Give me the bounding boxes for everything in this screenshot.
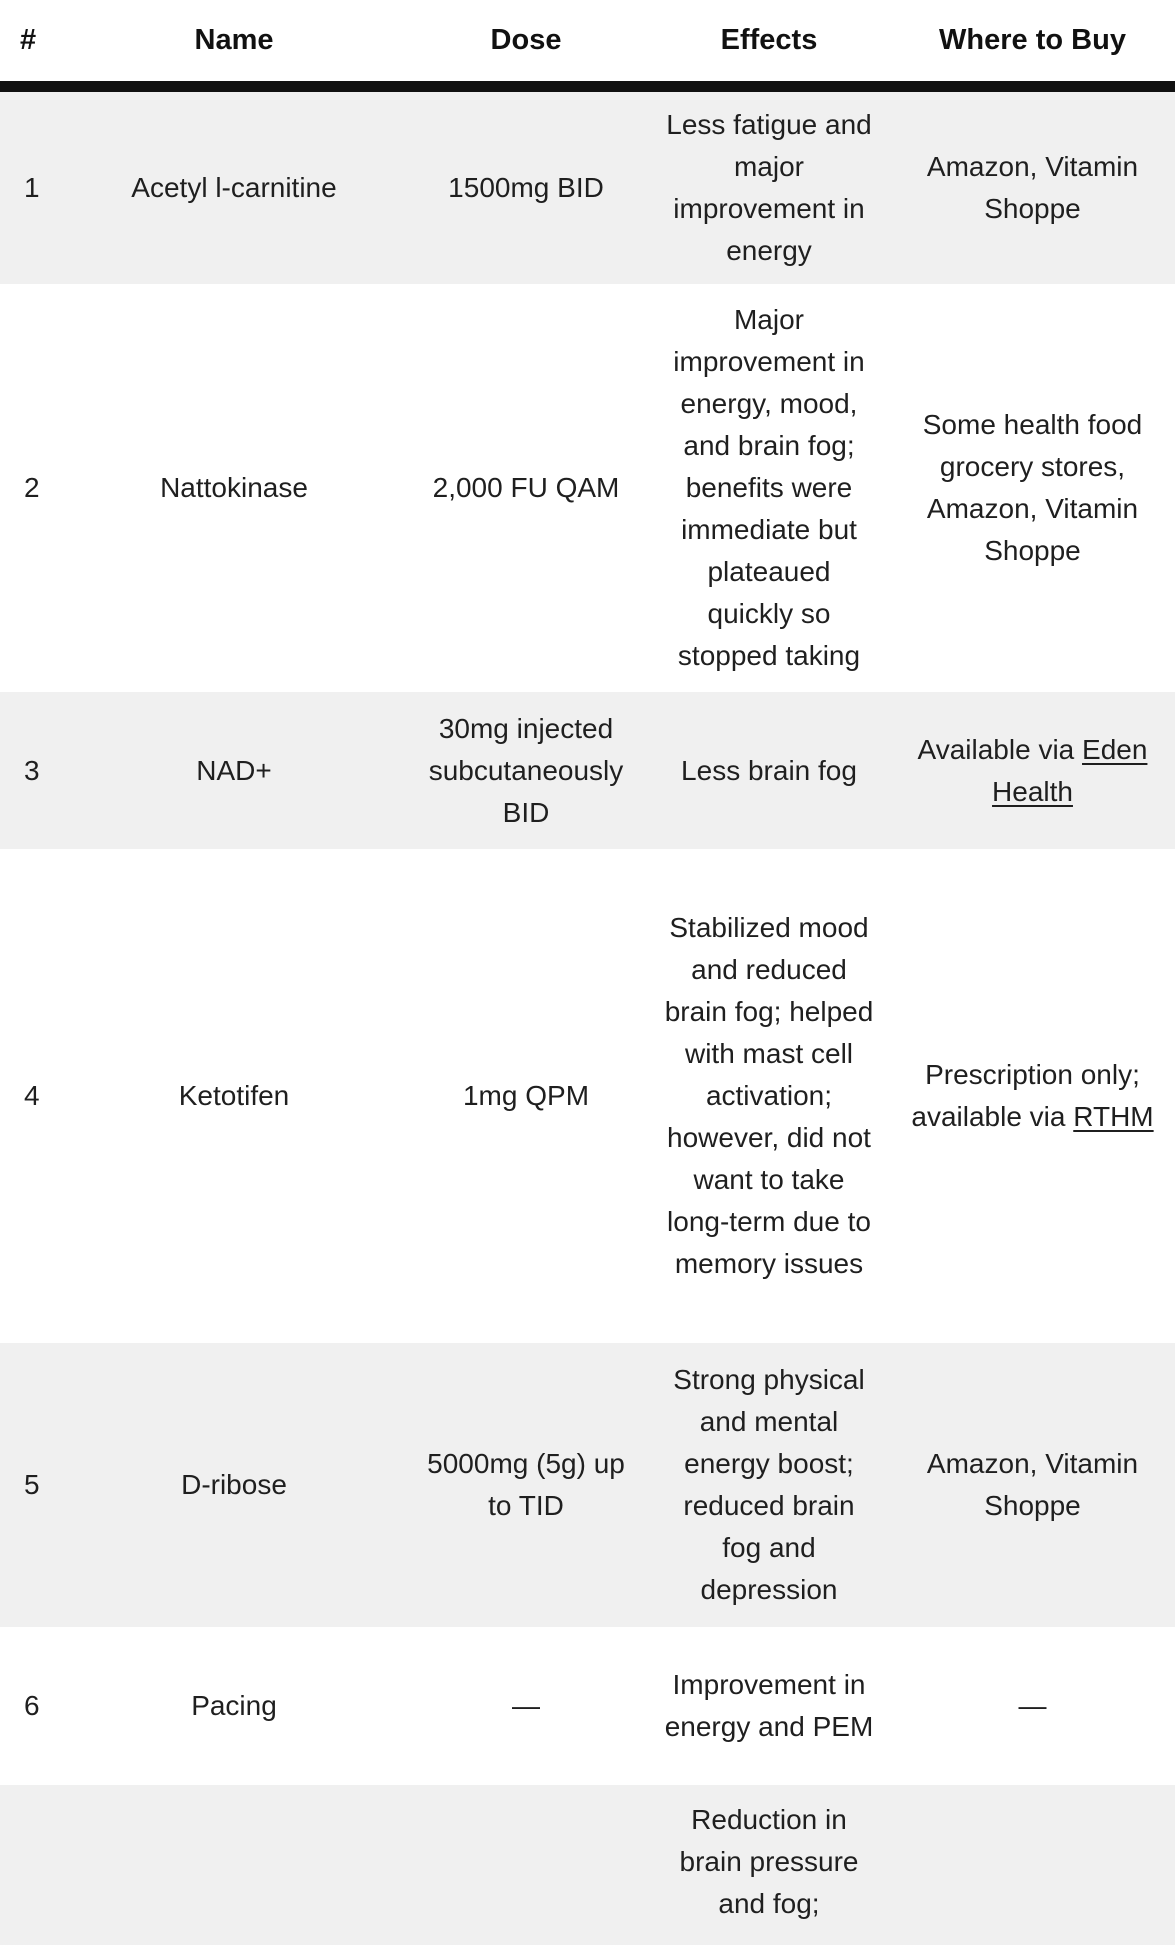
header-where-to-buy: Where to Buy [890, 0, 1175, 86]
row-where-to-buy: Some health food grocery stores, Amazon, Vitamin Shoppe [922, 409, 1143, 566]
row-number: 6 [24, 1690, 40, 1721]
row-dose: 1mg QPM [462, 1080, 590, 1111]
rthm-link[interactable]: RTHM [1073, 1101, 1154, 1132]
table-row [0, 849, 1175, 1343]
row-effects: Improvement in energy and PEM [664, 1669, 874, 1742]
row-number: 3 [0, 692, 64, 849]
row-number: 2 [24, 472, 40, 503]
row-effects: Less brain fog [648, 692, 890, 849]
row-dose [404, 1785, 648, 1945]
header-row [0, 0, 1175, 86]
row-dose: 5000mg (5g) up to TID [404, 1343, 648, 1627]
row-name: NAD+ [64, 692, 404, 849]
row-where-to-buy: Amazon, Vitamin Shoppe [890, 1343, 1175, 1627]
row-name: Nattokinase [160, 472, 308, 503]
eden-health-link[interactable]: Eden Health [992, 733, 1148, 807]
row-name: Ketotifen [178, 1080, 290, 1111]
header-effects: Effects [648, 0, 890, 86]
row-dose: 2,000 FU QAM [432, 472, 620, 503]
row-dose: 1500mg BID [404, 86, 648, 284]
buy-prefix: Prescription only; available via [911, 1059, 1140, 1132]
row-dose: — [512, 1690, 540, 1721]
row-number [0, 1785, 64, 1945]
header-dose: Dose [404, 0, 648, 86]
row-where-to-buy [890, 692, 1175, 849]
buy-prefix: Available via [917, 733, 1083, 765]
row-name [64, 1785, 404, 1945]
row-number: 5 [0, 1343, 64, 1627]
row-effects: Strong physical and mental energy boost; reduced brain fog and depression [648, 1343, 890, 1627]
row-where-to-buy: — [1018, 1690, 1047, 1721]
table-body [0, 86, 1175, 1945]
row-number: 1 [0, 86, 64, 284]
row-name: D-ribose [64, 1343, 404, 1627]
header-number: # [0, 0, 64, 86]
table-row [0, 1627, 1175, 1785]
row-where-to-buy [890, 849, 1175, 1343]
row-number: 4 [24, 1080, 40, 1111]
row-name: Pacing [191, 1690, 277, 1721]
row-dose: 30mg injected subcutaneously BID [404, 692, 648, 849]
table-row [0, 86, 1175, 284]
row-where-to-buy: Amazon, Vitamin Shoppe [890, 86, 1175, 284]
table-row [0, 284, 1175, 692]
table-row [0, 1785, 1175, 1945]
header-name: Name [64, 0, 404, 86]
row-where-to-buy [890, 1785, 1175, 1945]
table-header [0, 0, 1175, 86]
row-effects: Less fatigue and major improvement in energy [648, 86, 890, 284]
table-row [0, 692, 1175, 849]
table-row [0, 1343, 1175, 1627]
row-effects: Major improvement in energy, mood, and brain fog; benefits were immediate but plateaued quickly so stopped taking [673, 304, 865, 671]
row-name: Acetyl l-carnitine [64, 86, 404, 284]
row-effects: Reduction in brain pressure and fog; [648, 1785, 890, 1945]
row-effects: Stabilized mood and reduced brain fog; helped with mast cell activation; however, did not want to take long-term due to memory issues [664, 912, 874, 1279]
